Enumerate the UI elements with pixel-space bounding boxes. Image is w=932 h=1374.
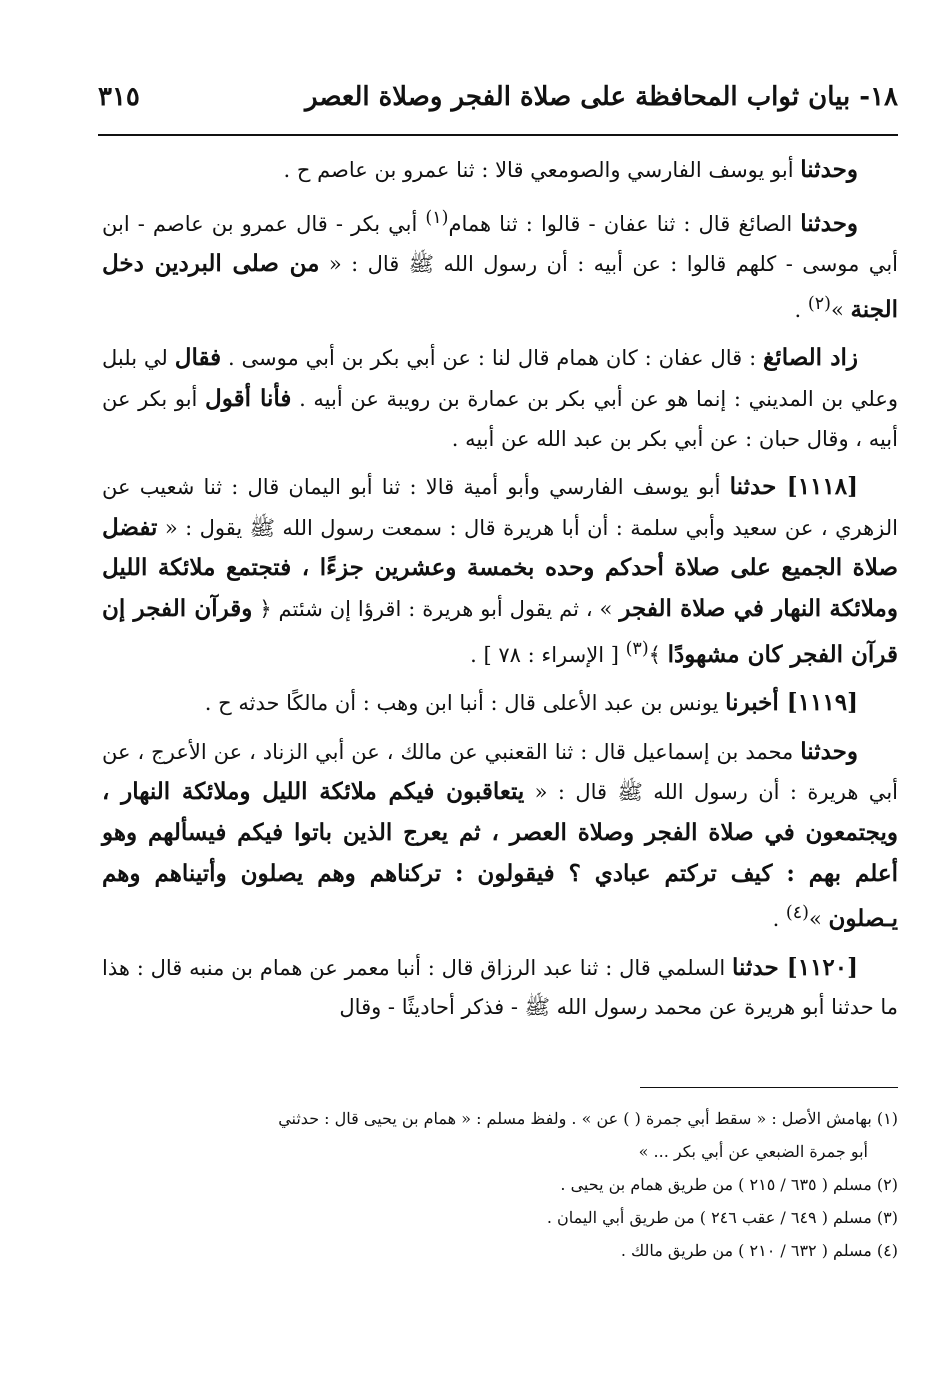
text-run: السلمي قال : ثنا عبد الرزاق قال : أنبا معمر عن همام بن منبه قال : هذا ما حدثنا أبو هريرة عن محمد رسول الله ﷺ - فذكر أحاديثًا - وقال <box>102 955 898 1020</box>
bold-text: فأنا أقول <box>205 384 292 412</box>
bold-text: [١١١٨] حدثنا <box>729 473 858 501</box>
text-run: » ، ثم يقول أبو هريرة : اقرؤا إن شئتم ﴿ <box>252 596 620 621</box>
text-run: أبي بكر - قال عمرو بن عاصم - ابن أبي موسى - كلهم قالوا : عن أبيه : أن رسول الله ﷺ قال : « <box>102 211 898 277</box>
footnote-2: (٢) مسلم ( ٦٣٥ / ٢١٥ ) من طريق همام بن يحيى . <box>560 1175 898 1194</box>
bold-text: فقال <box>174 344 222 372</box>
header-divider <box>98 134 898 136</box>
footnote-ref: (٣) <box>625 638 649 659</box>
bold-text: وقرآن الفجر إن قرآن الفجر كان مشهودًا <box>102 594 898 668</box>
paragraph <box>102 732 898 940</box>
bold-text: من صلى البردين دخل الجنة <box>102 250 898 323</box>
footnote-divider <box>640 1087 898 1088</box>
paragraph <box>102 199 898 331</box>
text-run: لي بلبل وعلي بن المديني : إنما هو عن أبي بكر بن عمارة بن رويبة عن أبيه . <box>102 346 898 411</box>
text-run: أبو يوسف الفارسي وأبو أمية قالا : ثنا أبو اليمان قال : ثنا شعيب عن الزهري ، عن سعيد وأبي سلمة : أن أبا هريرة قال : سمعت رسول الله ﷺ يقول : « <box>102 475 898 540</box>
text-run: . <box>772 907 786 932</box>
text-run: » <box>808 907 829 932</box>
text-run: ﴾ <box>648 642 668 667</box>
footnote-4: (٤) مسلم ( ٦٣٢ / ٢١٠ ) من طريق مالك . <box>620 1241 898 1260</box>
text-run: الصائغ قال : ثنا عفان - قالوا : ثنا همام <box>448 211 801 236</box>
main-text <box>102 150 898 1036</box>
text-run: : قال عفان : كان همام قال لنا : عن أبي بكر بن أبي موسى . <box>221 346 764 371</box>
page-number: ٣١٥ <box>98 82 140 112</box>
footnote-1: (١) بهامش الأصل : « سقط أبي جمرة ( ) عن » . ولفظ مسلم : « همام بن يحيى قال : حدثني <box>278 1109 898 1128</box>
running-header <box>98 78 898 128</box>
text-run: [ الإسراء : ٧٨ ] . <box>470 642 626 667</box>
footnote-1-continued: أبو جمرة الضبعي عن أبي بكر ... » <box>638 1142 868 1161</box>
bold-text: [١١٢٠] حدثنا <box>732 953 859 981</box>
text-run: أبو يوسف الفارسي والصومعي قالا : ثنا عمرو بن عاصم ح . <box>283 158 801 182</box>
footnote-ref: (٤) <box>785 903 809 924</box>
footnotes <box>102 1102 898 1267</box>
text-run: . <box>794 297 808 322</box>
paragraph <box>102 467 898 675</box>
bold-text: زاد الصائغ <box>763 344 859 372</box>
footnote-3: (٣) مسلم ( ٦٤٩ / عقب ٢٤٦ ) من طريق أبي اليمان . <box>546 1208 898 1227</box>
bold-text: تفضل صلاة الجميع على صلاة أحدكم وحده بخمسة وعشرين جزءًا ، فتجتمع ملائكة الليل وملائكة النهار في صلاة الفجر <box>102 513 898 622</box>
paragraph <box>102 948 898 1028</box>
bold-text: [١١١٩] أخبرنا <box>725 689 858 717</box>
text-run: » <box>830 297 851 322</box>
text-run: يونس بن عبد الأعلى قال : أنبا ابن وهب : أن مالكًا حدثه ح . <box>204 691 726 716</box>
paragraph <box>102 338 898 459</box>
text-run: أبو بكر عن أبيه ، وقال حبان : عن أبي بكر بن عبد الله عن أبيه . <box>102 386 898 451</box>
chapter-title: ١٨- بيان ثواب المحافظة على صلاة الفجر وصلاة العصر <box>305 82 898 112</box>
footnote-ref: (١) <box>425 207 449 228</box>
paragraph <box>102 683 898 724</box>
bold-text: يتعاقبون فيكم ملائكة الليل وملائكة النهار ، ويجتمعون في صلاة الفجر وصلاة العصر ، ثم يعرج الذين باتوا فيكم فيسألهم وهو أعلم بهم : كيف تركتم عبادي ؟ فيقولون : تركناهم وهم يصلون وأتيناهم وهم يـصلون <box>102 778 898 933</box>
text-run: محمد بن إسماعيل قال : ثنا القعنبي عن مالك ، عن أبي الزناد ، عن الأعرج ، عن أبي هريرة : أن رسول الله ﷺ قال : « <box>102 739 898 805</box>
footnote-ref: (٢) <box>807 293 831 314</box>
paragraph <box>102 150 898 191</box>
bold-text: وحدثنا <box>800 156 858 183</box>
bold-text: وحدثنا <box>800 209 859 237</box>
bold-text: وحدثنا <box>800 737 858 765</box>
